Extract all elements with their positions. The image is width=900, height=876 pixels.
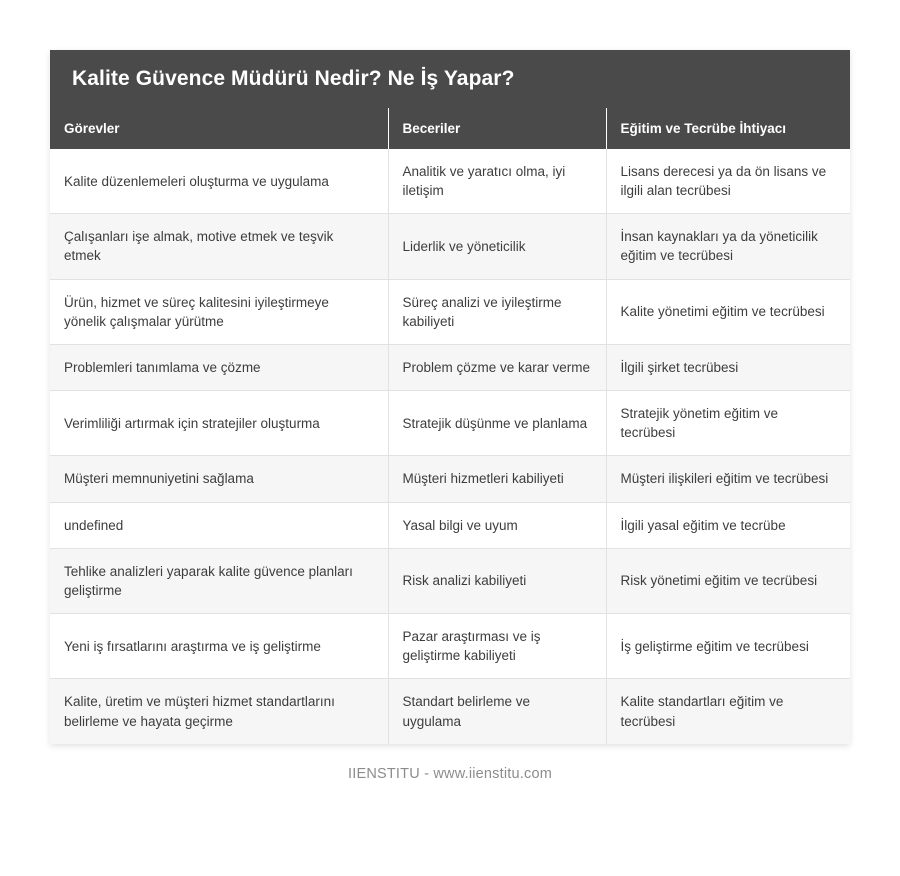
cell-skill: Standart belirleme ve uygulama — [388, 679, 606, 744]
cell-duty: Çalışanları işe almak, motive etmek ve teşvik etmek — [50, 214, 388, 279]
cell-duty: Tehlike analizleri yaparak kalite güvence planları geliştirme — [50, 548, 388, 613]
table-row — [50, 548, 850, 613]
column-header-duties: Görevler — [50, 108, 388, 149]
cell-education: Stratejik yönetim eğitim ve tecrübesi — [606, 391, 850, 456]
cell-duty: Ürün, hizmet ve süreç kalitesini iyileştirmeye yönelik çalışmalar yürütme — [50, 279, 388, 344]
cell-duty: Kalite, üretim ve müşteri hizmet standartlarını belirleme ve hayata geçirme — [50, 679, 388, 744]
cell-duty: Verimliliği artırmak için stratejiler oluşturma — [50, 391, 388, 456]
column-header-skills: Beceriler — [388, 108, 606, 149]
cell-duty: Problemleri tanımlama ve çözme — [50, 344, 388, 390]
table-header-row — [50, 108, 850, 149]
title-bar — [50, 50, 850, 108]
table-row — [50, 614, 850, 679]
cell-education: Kalite yönetimi eğitim ve tecrübesi — [606, 279, 850, 344]
cell-education: Lisans derecesi ya da ön lisans ve ilgili alan tecrübesi — [606, 149, 850, 214]
cell-skill: Süreç analizi ve iyileştirme kabiliyeti — [388, 279, 606, 344]
column-header-education: Eğitim ve Tecrübe İhtiyacı — [606, 108, 850, 149]
table-row — [50, 344, 850, 390]
table-body — [50, 149, 850, 744]
cell-duty: Yeni iş fırsatlarını araştırma ve iş geliştirme — [50, 614, 388, 679]
cell-skill: Müşteri hizmetleri kabiliyeti — [388, 456, 606, 502]
cell-skill: Pazar araştırması ve iş geliştirme kabiliyeti — [388, 614, 606, 679]
table-row — [50, 679, 850, 744]
table-row — [50, 279, 850, 344]
table-row — [50, 391, 850, 456]
cell-skill: Yasal bilgi ve uyum — [388, 502, 606, 548]
table-header — [50, 108, 850, 149]
page-title: Kalite Güvence Müdürü Nedir? Ne İş Yapar? — [72, 67, 515, 91]
cell-education: Risk yönetimi eğitim ve tecrübesi — [606, 548, 850, 613]
table-row — [50, 456, 850, 502]
duties-skills-table — [50, 108, 850, 744]
cell-duty: Müşteri memnuniyetini sağlama — [50, 456, 388, 502]
cell-skill: Risk analizi kabiliyeti — [388, 548, 606, 613]
footer-attribution: IIENSTITU - www.iienstitu.com — [348, 765, 552, 782]
cell-education: Kalite standartları eğitim ve tecrübesi — [606, 679, 850, 744]
cell-education: Müşteri ilişkileri eğitim ve tecrübesi — [606, 456, 850, 502]
cell-education: İş geliştirme eğitim ve tecrübesi — [606, 614, 850, 679]
cell-education: İlgili şirket tecrübesi — [606, 344, 850, 390]
table-row — [50, 149, 850, 214]
cell-skill: Liderlik ve yöneticilik — [388, 214, 606, 279]
cell-education: İnsan kaynakları ya da yöneticilik eğitim ve tecrübesi — [606, 214, 850, 279]
table-row — [50, 502, 850, 548]
content-card — [50, 50, 850, 744]
cell-duty: undefined — [50, 502, 388, 548]
cell-skill: Stratejik düşünme ve planlama — [388, 391, 606, 456]
cell-skill: Problem çözme ve karar verme — [388, 344, 606, 390]
table-row — [50, 214, 850, 279]
cell-education: İlgili yasal eğitim ve tecrübe — [606, 502, 850, 548]
cell-skill: Analitik ve yaratıcı olma, iyi iletişim — [388, 149, 606, 214]
cell-duty: Kalite düzenlemeleri oluşturma ve uygulama — [50, 149, 388, 214]
